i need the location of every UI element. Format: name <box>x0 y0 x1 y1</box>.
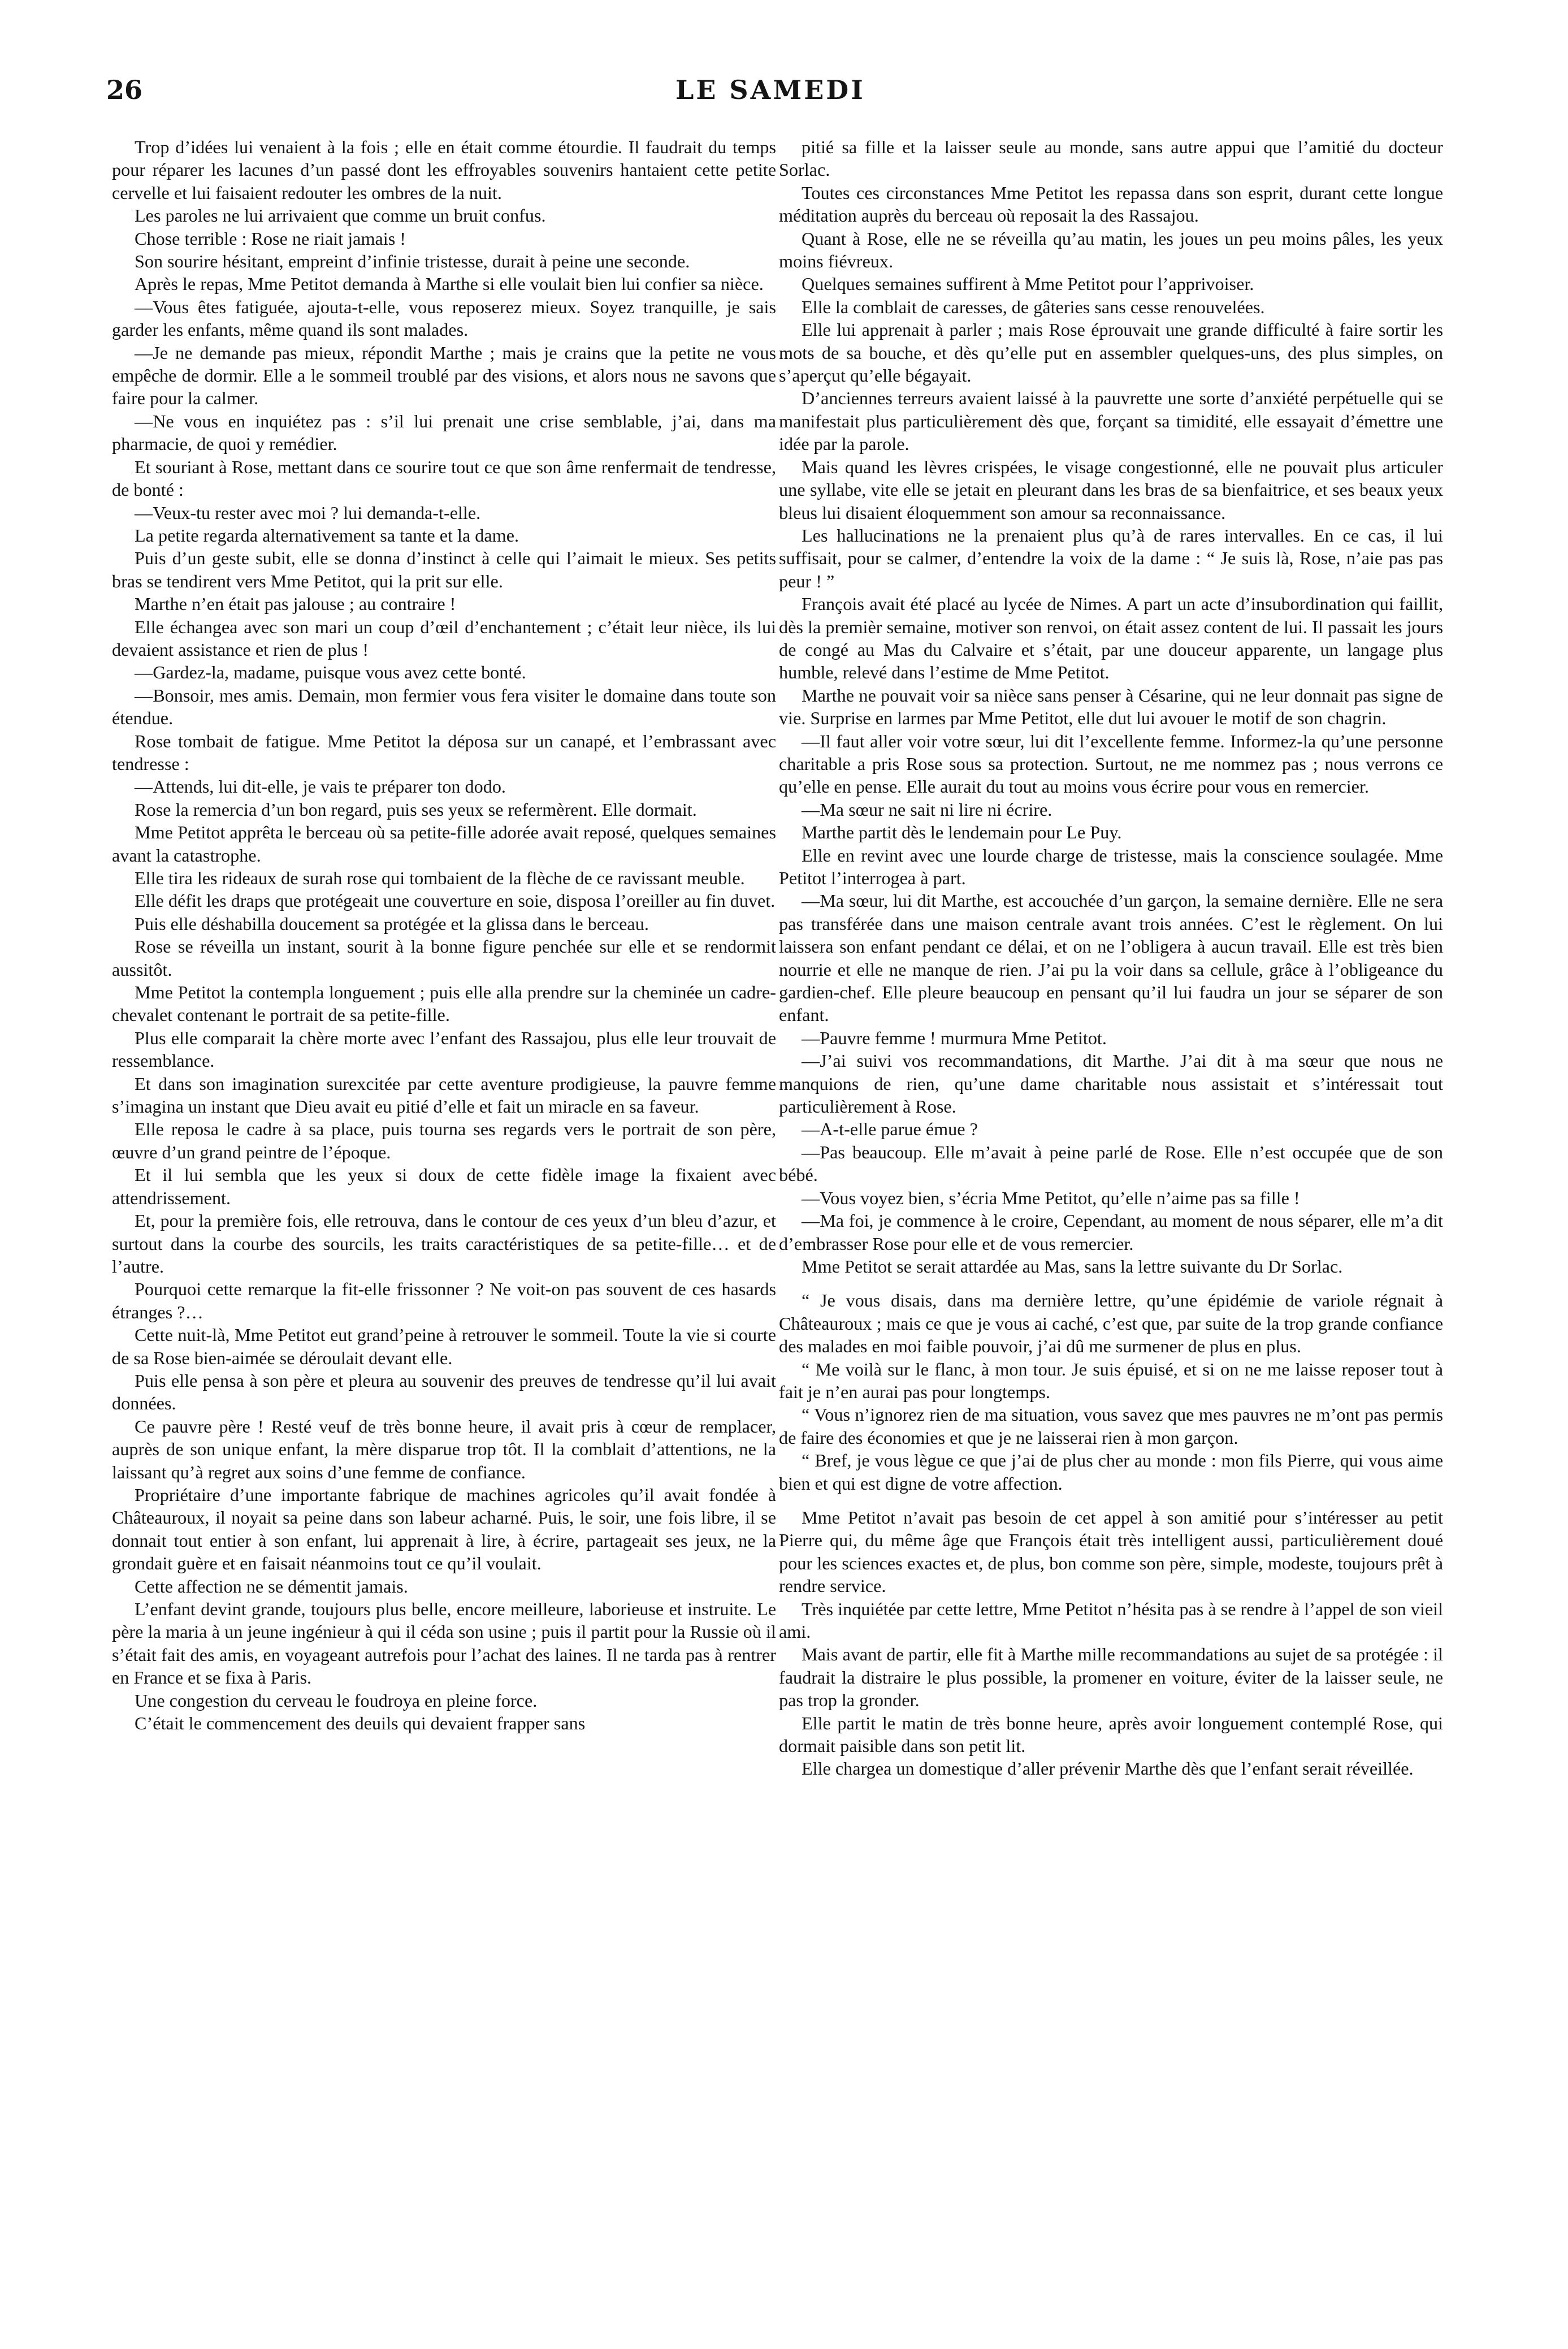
paragraph: Puis elle déshabilla doucement sa protégée et la glissa dans le berceau. <box>135 913 649 934</box>
paragraph: D’anciennes terreurs avaient laissé à la pauvrette une sorte d’anxiété perpétuelle qui se manifestait plus particulièrement dès que, forçant sa timidité, elle essayait d’émettre une idée par la parole. <box>779 388 1443 455</box>
paragraph: “ Me voilà sur le flanc, à mon tour. Je suis épuisé, et si on ne me laisse reposer tout à fait je n’en aurai pas pour longtemps. <box>779 1359 1443 1402</box>
paragraph: Mais quand les lèvres crispées, le visage congestionné, elle ne pouvait plus articuler une syllabe, vite elle se jetait en pleurant dans les bras de sa bienfaitrice, et ses beaux yeux bleus lui disaient éloquemment son amour sa reconnaissance. <box>779 456 1443 523</box>
paragraph: Elle lui apprenait à parler ; mais Rose éprouvait une grande difficulté à faire sortir les mots de sa bouche, et dès qu’elle put en assembler quelques-uns, des plus simples, on s’aperçut qu’elle bégayait. <box>779 319 1443 386</box>
paragraph: —Ne vous en inquiétez pas : s’il lui prenait une crise semblable, j’ai, dans ma pharmacie, de quoi y remédier. <box>112 410 776 455</box>
page-header <box>0 0 1568 130</box>
paragraph: Mme Petitot la contempla longuement ; puis elle alla prendre sur la cheminée un cadre-chevalet contenant le portrait de sa petite-fille. <box>112 982 776 1026</box>
paragraph: Chose terrible : Rose ne riait jamais ! <box>135 228 406 249</box>
paragraph: Marthe partit dès le lendemain pour Le Puy. <box>802 822 1122 843</box>
paragraph: —Pauvre femme ! murmura Mme Petitot. <box>802 1027 1107 1048</box>
paragraph: L’enfant devint grande, toujours plus belle, encore meilleure, laborieuse et instruite. Le père la maria à un jeune ingénieur à qui il céda son usine ; puis il partit pour la Russie où il s’était fait des amis, en voyageant autrefois pour l’achat des laines. Il ne tarda pas à rentrer en France et se fixa à Paris. <box>112 1599 776 1688</box>
paragraph: Pourquoi cette remarque la fit-elle frissonner ? Ne voit-on pas souvent de ces hasards étranges ?… <box>112 1279 776 1322</box>
paragraph: —Je ne demande pas mieux, répondit Marthe ; mais je crains que la petite ne vous empêche de dormir. Elle a le sommeil troublé par des visions, et alors nous ne savons que faire pour la calmer. <box>112 342 776 409</box>
paragraph: —Il faut aller voir votre sœur, lui dit l’excellente femme. Informez-la qu’une personne charitable a pris Rose sous sa protection. Surtout, ne me nommez pas ; nous verrons ce qu’elle en pense. Elle aurait du tout au moins vous écrire pour vous en remercier. <box>779 730 1443 797</box>
paragraph: Rose se réveilla un instant, sourit à la bonne figure penchée sur elle et se rendormit aussitôt. <box>112 936 776 980</box>
paragraph: Marthe ne pouvait voir sa nièce sans penser à Césarine, qui ne leur donnait pas signe de vie. Surprise en larmes par Mme Petitot, elle dut lui avouer le motif de son chagrin. <box>779 685 1443 729</box>
paragraph: Elle chargea un domestique d’aller prévenir Marthe dès que l’enfant serait réveillée. <box>802 1758 1414 1779</box>
paragraph: Une congestion du cerveau le foudroya en pleine force. <box>135 1690 538 1711</box>
paragraph: Quelques semaines suffirent à Mme Petitot pour l’apprivoiser. <box>802 274 1254 295</box>
paragraph: Cette nuit-là, Mme Petitot eut grand’peine à retrouver le sommeil. Toute la vie si courte de sa Rose bien-aimée se déroulait devant elle. <box>112 1325 776 1368</box>
paragraph: —Pas beaucoup. Elle m’avait à peine parlé de Rose. Elle n’est occupée que de son bébé. <box>779 1141 1443 1186</box>
paragraph: Et il lui sembla que les yeux si doux de cette fidèle image la fixaient avec attendrissement. <box>112 1165 776 1208</box>
paragraph: C’était le commencement des deuils qui devaient frapper sans <box>135 1713 586 1734</box>
paragraph: Et, pour la première fois, elle retrouva, dans le contour de ces yeux d’un bleu d’azur, et surtout dans la courbe des sourcils, les traits caractéristiques de sa petite-fille… et de l’autre. <box>112 1210 776 1277</box>
paragraph: “ Bref, je vous lègue ce que j’ai de plus cher au monde : mon fils Pierre, qui vous aime bien et qui est digne de votre affection. <box>779 1450 1443 1494</box>
paragraph: “ Vous n’ignorez rien de ma situation, vous savez que mes pauvres ne m’ont pas permis de faire des économies et que je ne laisserai rien à mon garçon. <box>779 1404 1443 1448</box>
paragraph: Rose la remercia d’un bon regard, puis ses yeux se refermèrent. Elle dormait. <box>135 799 697 820</box>
paragraph: François avait été placé au lycée de Nimes. A part un acte d’insubordination qui faillit, dès la premièr semaine, motiver son renvoi, on était assez content de lui. Il passait les jours de congé au Mas du Calvaire et s’était, par une douceur apparente, un langage plus humble, relevé dans l’estime de Mme Petitot. <box>779 594 1443 683</box>
paragraph: Elle défit les draps que protégeait une couverture en soie, disposa l’oreiller au fin duvet. <box>135 890 776 911</box>
paragraph: Mme Petitot n’avait pas besoin de cet appel à son amitié pour s’intéresser au petit Pierre qui, du même âge que François était très intelligent aussi, particulièrement doué pour les sciences exactes et, de plus, bon comme son père, simple, modeste, toujours prêt à rendre service. <box>779 1507 1443 1597</box>
paragraph: Marthe n’en était pas jalouse ; au contraire ! <box>135 594 456 615</box>
paragraph: Et dans son imagination surexcitée par cette aventure prodigieuse, la pauvre femme s’imagina un instant que Dieu avait eu pitié d’elle et fait un miracle en sa faveur. <box>112 1073 776 1117</box>
paragraph: Puis d’un geste subit, elle se donna d’instinct à celle qui l’aimait le mieux. Ses petits bras se tendirent vers Mme Petitot, qui la prit sur elle. <box>112 548 776 591</box>
paragraph: —Ma foi, je commence à le croire, Cependant, au moment de nous séparer, elle m’a dit d’embrasser Rose pour elle et de vous remercier. <box>779 1210 1443 1254</box>
left-column <box>112 136 776 2307</box>
paragraph: Cette affection ne se démentit jamais. <box>135 1576 408 1597</box>
paragraph: Quant à Rose, elle ne se réveilla qu’au matin, les joues un peu moins pâles, les yeux moins fiévreux. <box>779 228 1443 272</box>
paragraph: Elle échangea avec son mari un coup d’œil d’enchantement ; c’était leur nièce, ils lui devaient assistance et rien de plus ! <box>112 616 776 660</box>
running-title: LE SAMEDI <box>675 75 865 105</box>
paragraph: pitié sa fille et la laisser seule au monde, sans autre appui que l’amitié du docteur Sorlac. <box>779 137 1443 180</box>
paragraph: Mme Petitot apprêta le berceau où sa petite-fille adorée avait reposé, quelques semaines avant la catastrophe. <box>112 822 776 866</box>
paragraph: —J’ai suivi vos recommandations, dit Marthe. J’ai dit à ma sœur que nous ne manquions de rien, qu’une dame charitable nous assistait et s’intéressait tout particulièrement à Rose. <box>779 1050 1443 1117</box>
paragraph: —Gardez-la, madame, puisque vous avez cette bonté. <box>135 662 526 683</box>
right-column <box>779 136 1443 2307</box>
paragraph: —Veux-tu rester avec moi ? lui demanda-t-elle. <box>135 502 481 523</box>
paragraph: —A-t-elle parue émue ? <box>802 1119 978 1140</box>
paragraph: —Bonsoir, mes amis. Demain, mon fermier vous fera visiter le domaine dans toute son étendue. <box>112 685 776 729</box>
paragraph: Plus elle comparait la chère morte avec l’enfant des Rassajou, plus elle leur trouvait de ressemblance. <box>112 1027 776 1071</box>
paragraph: Très inquiétée par cette lettre, Mme Petitot n’hésita pas à se rendre à l’appel de son vieil ami. <box>779 1598 1443 1642</box>
page-number: 26 <box>106 75 143 105</box>
paragraph: Son sourire hésitant, empreint d’infinie tristesse, durait à peine une seconde. <box>135 251 690 272</box>
paragraph: Mais avant de partir, elle fit à Marthe mille recommandations au sujet de sa protégée : il faudrait la distraire le plus possible, la promener en voiture, éviter de la laisser seule, ne pas trop la gronder. <box>779 1644 1443 1711</box>
paragraph: “ Je vous disais, dans ma dernière lettre, qu’une épidémie de variole régnait à Châteauroux ; mais ce que je vous ai caché, c’est que, par suite de la trop grande confiance des malades en moi faible pouvoir, j’ai dû me surmener de plus en plus. <box>779 1290 1443 1357</box>
paragraph: La petite regarda alternativement sa tante et la dame. <box>135 525 519 546</box>
paragraph: Après le repas, Mme Petitot demanda à Marthe si elle voulait bien lui confier sa nièce. <box>135 274 764 295</box>
paragraph: —Ma sœur, lui dit Marthe, est accouchée d’un garçon, la semaine dernière. Elle ne sera pas transférée dans une maison centrale avant trois années. C’est le règlement. On lui laissera son enfant pendant ce délai, et on ne l’obligera à aucun travail. Elle est très bien nourrie et elle ne manque de rien. J’ai pu la voir dans sa cellule, grâce à l’obligeance du gardien-chef. Elle pleure beaucoup en pensant qu’il lui faudra un jour se séparer de son enfant. <box>779 890 1443 1026</box>
paragraph: Elle reposa le cadre à sa place, puis tourna ses regards vers le portrait de son père, œuvre d’un grand peintre de l’époque. <box>112 1119 776 1162</box>
paragraph: Trop d’idées lui venaient à la fois ; elle en était comme étourdie. Il faudrait du temps pour réparer les lacunes d’un passé dont les effroyables souvenirs hantaient cette petite cervelle et lui faisaient redouter les ombres de la nuit. <box>112 137 776 203</box>
paragraph: Mme Petitot se serait attardée au Mas, sans la lettre suivante du Dr Sorlac. <box>802 1256 1343 1277</box>
paragraph: Ce pauvre père ! Resté veuf de très bonne heure, il avait pris à cœur de remplacer, auprès de son unique enfant, la mère disparue trop tôt. Il la comblait d’attentions, ne la laissant qu’à regret aux soins d’une femme de confiance. <box>112 1416 776 1482</box>
paragraph: —Vous voyez bien, s’écria Mme Petitot, qu’elle n’aime pas sa fille ! <box>802 1187 1300 1208</box>
paragraph: —Attends, lui dit-elle, je vais te préparer ton dodo. <box>135 776 506 797</box>
paragraph: Elle la comblait de caresses, de gâteries sans cesse renouvelées. <box>802 296 1265 317</box>
paragraph: Toutes ces circonstances Mme Petitot les repassa dans son esprit, durant cette longue méditation auprès du berceau où reposait la des Rassajou. <box>779 182 1443 226</box>
paragraph: Elle en revint avec une lourde charge de tristesse, mais la conscience soulagée. Mme Petitot l’interrogea à part. <box>779 845 1443 888</box>
paragraph: Rose tombait de fatigue. Mme Petitot la déposa sur un canapé, et l’embrassant avec tendresse : <box>112 730 776 774</box>
paragraph: Les paroles ne lui arrivaient que comme un bruit confus. <box>135 205 546 226</box>
paragraph: Propriétaire d’une importante fabrique de machines agricoles qu’il avait fondée à Châteauroux, il noyait sa peine dans son labeur acharné. Puis, le soir, une fois libre, il se donnait tout entier à son enfant, lui apprenait à lire, à écrire, partageait ses jeux, ne la grondait guère et en faisait néanmoins tout ce qu’il voulait. <box>112 1484 776 1574</box>
paragraph: —Ma sœur ne sait ni lire ni écrire. <box>802 799 1052 820</box>
paragraph: Elle partit le matin de très bonne heure, après avoir longuement contemplé Rose, qui dormait paisible dans son petit lit. <box>779 1712 1443 1757</box>
paragraph: Elle tira les rideaux de surah rose qui tombaient de la flèche de ce ravissant meuble. <box>135 868 745 888</box>
paragraph: Puis elle pensa à son père et pleura au souvenir des preuves de tendresse qu’il lui avait données. <box>112 1370 776 1414</box>
paragraph: Les hallucinations ne la prenaient plus qu’à de rares intervalles. En ce cas, il lui suffisait, pour se calmer, d’entendre la voix de la dame : “ Je suis là, Rose, n’aie pas pas peur ! ” <box>779 525 1443 591</box>
paragraph: Et souriant à Rose, mettant dans ce sourire tout ce que son âme renfermait de tendresse, de bonté : <box>112 456 776 500</box>
paragraph: —Vous êtes fatiguée, ajouta-t-elle, vous reposerez mieux. Soyez tranquille, je sais garder les enfants, même quand ils sont malades. <box>112 296 776 340</box>
